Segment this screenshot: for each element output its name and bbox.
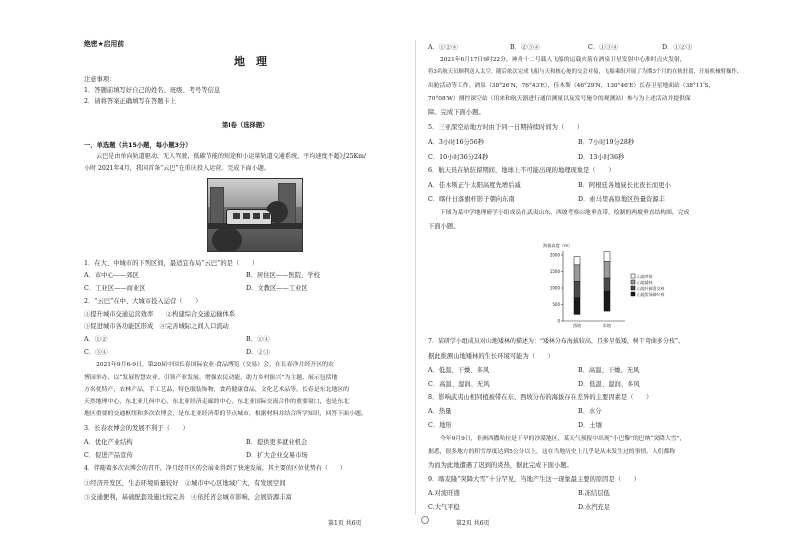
question-9: 9．喀麦隆“突降大雪”十分罕见，当地产生这一现象最主要的原因是（ ） — [428, 476, 640, 483]
chart-bar-segment — [574, 298, 580, 315]
chart-legend-label: 山地针阔混交林 — [637, 285, 665, 291]
q9-option-d[interactable]: D.水汽充足 — [578, 504, 611, 511]
chart-legend-swatch — [631, 292, 635, 296]
q3-option-a[interactable]: A．优化产业结构 — [84, 439, 133, 446]
q3-option-b[interactable]: B．提供更多就业机会 — [246, 439, 308, 446]
chart-y-tick-label: 1500 — [549, 268, 560, 274]
passage-5-line-3: 为而为此地遭遇了迟到的炎热，据此完成下面小题。 — [428, 462, 573, 469]
passage-5-line-1: 今年9月9日，非洲西撒哈拉是干旱的沙漠地区，某天气预报中出现“小巴黎”的巴纳“突降大雪”， — [440, 436, 686, 442]
chart-legend-swatch — [631, 280, 635, 284]
monorail-train — [226, 209, 272, 225]
page-divider — [415, 40, 416, 515]
q4-statements-2: ③交通便利，基础配套设施比较完善 ④依托省会城市影响，会展资源丰富 — [84, 494, 292, 501]
q4-option-a[interactable]: A．①②④ — [428, 44, 458, 51]
q6-option-a[interactable]: A．佳木斯正午太阳高度先增后减 — [428, 182, 521, 189]
passage-5-line-2: 据悉，很多地方的积雪厚度达到5公分以上，这在当地历史上几乎是从未发生过的事情，人们都称 — [428, 449, 676, 455]
chart-bar-segment — [574, 265, 580, 282]
question-7-line-2: 据此推测山地矮林的生长环境可能为（ ） — [428, 353, 554, 360]
notice-item-1: 1．答题前填写好自己的姓名、班级、考号等信息 — [84, 87, 221, 94]
q1-option-a[interactable]: A．市中心——郊区 — [84, 272, 139, 279]
chart-y-tick-label: 1000 — [549, 285, 560, 291]
chart-y-axis-label: 海拔高度（m） — [543, 243, 573, 248]
passage-3-line-4: 70°08′W）测控深空站（用来和航天器进行通信测量以及发号施令的观测站）参与为上述活动并提供保 — [428, 96, 691, 102]
chart-legend-swatch — [631, 286, 635, 290]
chart-bar-segment — [604, 278, 610, 291]
question-2: 2．“云巴”在中、大城市投入运营（ ） — [84, 298, 202, 305]
chart-legend-label: 山地常绿阔叶林 — [637, 291, 665, 297]
chart-bar-segment — [574, 281, 580, 298]
q7-option-a[interactable]: A．低温、干燥、多风 — [428, 367, 490, 374]
q1-option-c[interactable]: C．工业区——商业区 — [84, 285, 146, 292]
passage-1-line-2: 小时 2021年4月，我国首条“云巴”在重庆投入运营。完成下面小题。 — [84, 165, 270, 172]
part-title: 一、单选题（共15小题，每小题3分） — [84, 142, 192, 149]
q2-statements-1: ①提升城市交通运营效率 ②构建综合交通运输体系 — [84, 311, 236, 318]
chart-bar-segment — [574, 257, 580, 265]
q3-option-d[interactable]: D．扩大企业交易市场 — [246, 452, 308, 459]
q8-option-b[interactable]: B．水分 — [578, 408, 602, 415]
q6-option-b[interactable]: B．阿根廷各地昼长比夜长而更小 — [578, 182, 671, 189]
q5-option-d[interactable]: D．13小时36秒 — [578, 154, 625, 161]
chart-legend-label: 山地矮林 — [637, 279, 653, 285]
q6-option-c[interactable]: C．喀什日落旗杆影子朝向东南 — [428, 196, 515, 203]
q2-option-c[interactable]: C．③④ — [84, 349, 108, 356]
chart-y-tick-label: 0 — [557, 318, 560, 324]
q1-option-b[interactable]: B．居住区——医院、学校 — [246, 272, 320, 279]
passage-2-line-4: 天然地理中心，东北亚几何中心、东北亚经济走廊的中心，东北亚国际交流合作的重要窗口，也是东北 — [84, 399, 350, 405]
q4-statements-1: ①经济开发区，生态环境质量较好 ②城市中心区地域广大，有发展空间 — [84, 480, 286, 487]
chart-bar-segment — [604, 252, 610, 262]
question-7-line-1: 7．某研学小组成员对山地矮林的描述为：“矮林分布海拔较高，且多呈低矮，树干弯曲多分枝”。 — [428, 338, 684, 345]
question-8: 8．影响武夷山相同植被带在东、西坡分布的海拔存在差异的主要因素是（ ） — [428, 394, 653, 401]
chart-category-label: 东坡 — [602, 323, 612, 328]
chart-legend-swatch — [631, 274, 635, 278]
passage-3-line-2: 将3名航天员顺利送入太空。随后依次完成飞船与天和核心舱的交会对接，飞船乘组开展了为期3个月的在轨驻留，开展机械臂操作、 — [428, 69, 743, 75]
section-title: 第Ⅰ卷（选择题） — [222, 122, 269, 129]
q8-option-a[interactable]: A．热量 — [428, 408, 452, 415]
q5-option-c[interactable]: C．10小时36分24秒 — [428, 154, 489, 161]
q6-option-d[interactable]: D．索马里高原地区热量资源丰 — [578, 196, 665, 203]
passage-4-line-2: 下面小题。 — [428, 223, 460, 230]
q5-option-b[interactable]: B．7小时19分28秒 — [578, 139, 635, 146]
notice-item-2: 2．请将答案正确填写在答题卡上 — [84, 98, 177, 105]
vegetation-belt-chart — [541, 241, 681, 331]
q8-option-c[interactable]: C．地形 — [428, 422, 452, 429]
question-5: 5．三亚深空站地方时由于同一日期持续时间为（ ） — [428, 124, 584, 131]
q8-option-d[interactable]: D．土壤 — [578, 422, 602, 429]
confidential-label: 绝密★启用前 — [84, 40, 125, 48]
monorail-photo — [207, 178, 303, 252]
q9-option-a[interactable]: A.对流旺盛 — [428, 490, 460, 497]
q2-statements-2: ③促进城市各功能区形成 ④完善城际之间人口流动 — [84, 323, 229, 330]
q9-option-c[interactable]: C.大气平稳 — [428, 504, 460, 511]
passage-3-line-1: 2021年6月17日9时22分，神舟十二号载人飞船的运载火箭在酒泉卫星发射中心准时点火发射， — [440, 57, 686, 63]
question-4: 4．伴随着多次农博会的召开，净月经开区的会展业得到了快速发展，其主要的区位优势有（ ） — [84, 465, 346, 472]
q2-option-d[interactable]: D．②③ — [246, 349, 270, 356]
passage-2-line-3: 方名优特产，农林产品，手工艺品，特色服装饰物，食药健康食品，文化艺术品等。长春是东北地区的 — [84, 387, 350, 393]
passage-3-line-5: 障。完成下面小题。 — [428, 109, 485, 116]
passage-4-line-1: 下图为某中学地理研学小组成员在武夷山东、西坡考察山地垂直带，绘制的两坡垂直结构图。完成 — [440, 210, 690, 216]
passage-2-line-1: 2021年9月6-9日，第20届中国长春国际农业·食品博览（交易）会，在长春净月经开区的农 — [96, 362, 334, 368]
passage-2-line-5: 地区重要的交通枢纽和多次农博会，是东北亚经济带的节点城市，根据材料并结合所学知识，回答下面小题。 — [84, 411, 367, 417]
chart-y-tick-label: 2000 — [549, 252, 560, 258]
chart-bar-segment — [604, 291, 610, 311]
q2-option-b[interactable]: B．①④ — [246, 336, 270, 343]
q7-option-d[interactable]: D．低温、湿润、多风 — [578, 381, 640, 388]
q4-option-c[interactable]: C．①③④ — [588, 44, 619, 51]
page-right — [428, 0, 768, 550]
q7-option-c[interactable]: C．高温、湿润、无风 — [428, 381, 490, 388]
question-1: 1．在大、中城市的下列区间，最适宜布局“云巴”的是（ ） — [84, 260, 259, 267]
chart-y-tick-label: 500 — [552, 301, 560, 307]
page-number-left: 第1页 共6页 — [328, 520, 362, 527]
chart-category-label: 西坡 — [572, 323, 582, 328]
page-number-right: 第2页 共6页 — [456, 520, 490, 527]
question-6: 6．航天员在轨驻留期间，地球上不可能出现的地理现象是（ ） — [428, 167, 615, 174]
chart-bar-segment — [604, 262, 610, 279]
passage-3-line-3: 出舱活动等工作。酒泉（38°26′N，76°43′E），佳木斯（46°29′N，130°46′E）长春卫星地面站（38°11′S， — [428, 83, 715, 89]
q9-option-b[interactable]: B.冻结层低 — [578, 490, 610, 497]
page-left — [84, 0, 406, 550]
chart-legend-label: 山地草甸 — [637, 273, 653, 279]
exam-title: 地 理 — [234, 55, 267, 68]
q5-option-a[interactable]: A．3小时16分56秒 — [428, 139, 485, 146]
q7-option-b[interactable]: B．高温、干燥、无风 — [578, 367, 640, 374]
notice-title: 注意事项： — [84, 76, 116, 83]
q1-option-d[interactable]: D．文教区——工业区 — [246, 285, 308, 292]
q4-option-d[interactable]: D．①②③ — [662, 44, 693, 51]
passage-2-line-2: 博园举办，以“发展智慧农业、引领产业发展、增强农民动能，助力乡村振兴”为主题，展示包括地 — [84, 375, 338, 381]
q4-option-b[interactable]: B．②③④ — [510, 44, 540, 51]
passage-1-line-1: 云巴是由单向轨道驱动、无人驾驶、低碳节能的短途和小运量轨道交通系统，平均速度不超过25Km/ — [96, 153, 366, 160]
q3-option-c[interactable]: C．促进产品宣传 — [84, 452, 133, 459]
question-3: 3．长春农博会的发展不利于（ ） — [84, 425, 189, 432]
q2-option-a[interactable]: A．①② — [84, 336, 108, 343]
